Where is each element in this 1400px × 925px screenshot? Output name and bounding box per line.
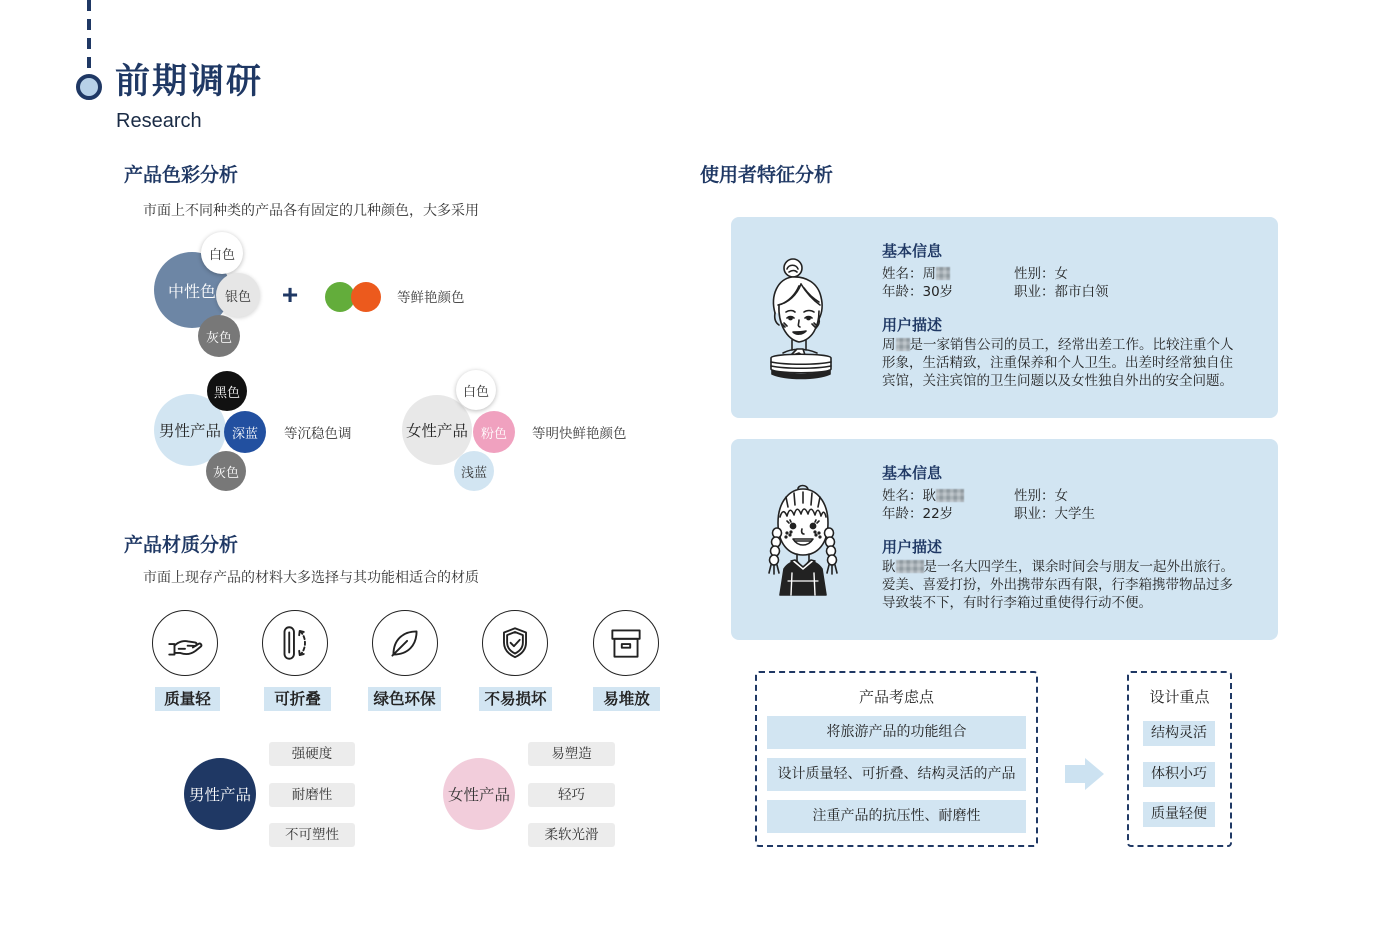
swatch-gray: 灰色 [206, 451, 246, 491]
fold-icon [262, 610, 328, 676]
male-material-circle: 男性产品 [184, 758, 256, 830]
gender-field: 性别：女 [1014, 266, 1068, 282]
female-trait-tag: 柔软光滑 [528, 823, 615, 847]
swatch-white: 白色 [456, 370, 496, 410]
bright-color-caption: 等鲜艳颜色 [397, 290, 465, 306]
design-focus-title: 设计重点 [1149, 688, 1210, 706]
male-trait-tag: 不可塑性 [269, 823, 355, 847]
design-focus-item: 体积小巧 [1143, 762, 1215, 787]
description-line: 形象，生活精致，注重保养和个人卫生。出差时经常独自住 [882, 355, 1233, 371]
considerations-title: 产品考虑点 [858, 688, 934, 706]
persona-card [731, 439, 1278, 640]
description-line: 宾馆，关注宾馆的卫生问题以及女性独自外出的安全问题。 [882, 373, 1233, 389]
description-text: 是一家销售公司的员工，经常出差工作。比较注重个人 [909, 337, 1234, 353]
age-field: 年龄：30岁 [882, 284, 954, 300]
girl-with-braids-avatar-icon [764, 483, 842, 599]
description-line: 导致装不下，有时行李箱过重使得行动不便。 [882, 595, 1152, 611]
neutral-color-main: 中性色 [154, 252, 230, 328]
swatch-silver: 银色 [216, 273, 260, 317]
gender-field: 性别：女 [1014, 488, 1068, 504]
feature-label-stackable: 易堆放 [593, 687, 660, 711]
feature-label-durable: 不易损坏 [479, 687, 552, 711]
leaf-icon [372, 610, 438, 676]
name-label: 姓名：周 [882, 266, 936, 282]
male-trait-tag: 强硬度 [269, 742, 355, 766]
color-analysis-intro: 市面上不同种类的产品各有固定的几种颜色，大多采用 [143, 203, 479, 219]
description-lead: 耿 [882, 559, 896, 575]
swatch-white: 白色 [201, 232, 243, 274]
page-title: 前期调研 [115, 62, 264, 102]
swatch-pink: 粉色 [473, 411, 515, 453]
name-field [882, 265, 950, 283]
consideration-item: 注重产品的抗压性、耐磨性 [767, 800, 1026, 833]
male-color-caption: 等沉稳色调 [284, 426, 352, 442]
woman-with-bun-avatar-icon [766, 257, 836, 382]
occupation-field: 职业：大学生 [1014, 506, 1095, 522]
occupation-field: 职业：都市白领 [1014, 284, 1109, 300]
description-line [882, 336, 1234, 354]
swatch-light-blue: 浅蓝 [454, 451, 494, 491]
design-focus-item: 结构灵活 [1143, 721, 1215, 746]
hand-icon [152, 610, 218, 676]
name-field [882, 487, 964, 505]
swatch-deep-blue: 深蓝 [224, 411, 266, 453]
female-product-main: 女性产品 [402, 395, 472, 465]
female-material-circle: 女性产品 [443, 758, 515, 830]
description-text: 是一名大四学生，课余时间会与朋友一起外出旅行。 [923, 559, 1234, 575]
design-focus-box [1127, 671, 1232, 847]
page-subtitle: Research [116, 110, 202, 132]
plus-icon: + [281, 279, 299, 310]
description-line [882, 558, 1234, 576]
female-trait-tag: 轻巧 [528, 783, 615, 807]
user-analysis-heading: 使用者特征分析 [700, 164, 834, 186]
timeline-node-icon [76, 74, 102, 100]
design-focus-item: 质量轻便 [1143, 802, 1215, 827]
material-analysis-intro: 市面上现存产品的材料大多选择与其功能相适合的材质 [143, 570, 479, 586]
material-analysis-heading: 产品材质分析 [124, 534, 239, 556]
redacted-name [936, 489, 964, 502]
name-label: 姓名：耿 [882, 488, 936, 504]
redacted-name [896, 560, 924, 573]
age-field: 年龄：22岁 [882, 506, 954, 522]
swatch-gray: 灰色 [198, 315, 240, 357]
description-lead: 周 [882, 337, 896, 353]
feature-label-light: 质量轻 [155, 687, 220, 711]
male-trait-tag: 耐磨性 [269, 783, 355, 807]
persona-card [731, 217, 1278, 418]
feature-label-foldable: 可折叠 [264, 687, 331, 711]
consideration-item: 将旅游产品的功能组合 [767, 716, 1026, 749]
description-line: 爱美、喜爱打扮，外出携带东西有限，行李箱携带物品过多 [882, 577, 1233, 593]
redacted-name [896, 338, 910, 351]
arrow-right-icon [1063, 756, 1107, 792]
shield-check-icon [482, 610, 548, 676]
redacted-name [936, 267, 950, 280]
user-description-title: 用户描述 [882, 538, 943, 556]
female-color-caption: 等明快鲜艳颜色 [532, 426, 627, 442]
basic-info-title: 基本信息 [882, 242, 943, 260]
consideration-item: 设计质量轻、可折叠、结构灵活的产品 [767, 758, 1026, 791]
color-analysis-heading: 产品色彩分析 [124, 164, 239, 186]
male-product-main: 男性产品 [154, 394, 226, 466]
feature-label-eco: 绿色环保 [368, 687, 441, 711]
swatch-orange [351, 282, 381, 312]
basic-info-title: 基本信息 [882, 464, 943, 482]
timeline-dashed-line [87, 0, 91, 68]
user-description-title: 用户描述 [882, 316, 943, 334]
female-trait-tag: 易塑造 [528, 742, 615, 766]
swatch-black: 黑色 [207, 371, 247, 411]
storage-box-icon [593, 610, 659, 676]
product-considerations-box [755, 671, 1038, 847]
